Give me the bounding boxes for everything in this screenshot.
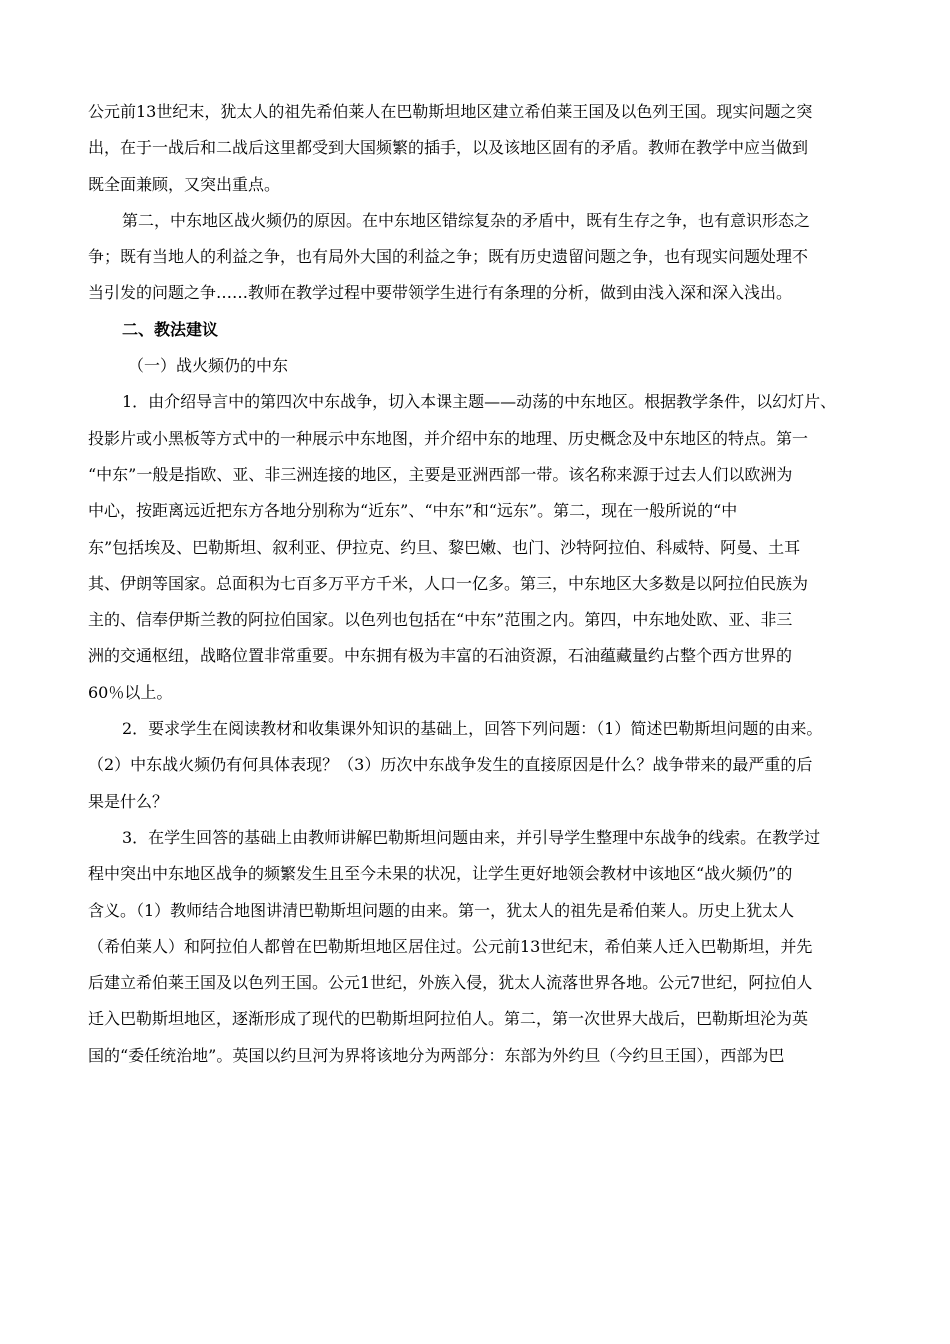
text-line: 60％以上。	[88, 682, 173, 702]
text-line: 迁入巴勒斯坦地区，逐渐形成了现代的巴勒斯坦阿拉伯人。第二，第一次世界大战后，巴勒斯坦沦为英	[88, 1009, 809, 1029]
text-line: “中东”一般是指欧、亚、非三洲连接的地区，主要是亚洲西部一带。该名称来源于过去人们以欧洲为	[88, 464, 793, 484]
text-line: 当引发的问题之争……教师在教学过程中要带领学生进行有条理的分析，做到由浅入深和深入浅出。	[88, 283, 793, 303]
document-page	[88, 94, 862, 1074]
text-line: （希伯莱人）和阿拉伯人都曾在巴勒斯坦地区居住过。公元前13世纪末，希伯莱人迁入巴勒斯坦，并先	[88, 936, 813, 956]
paragraph-start-line: 3．在学生回答的基础上由教师讲解巴勒斯坦问题由来，并引导学生整理中东战争的线索。在教学过	[122, 827, 821, 847]
text-line: 争；既有当地人的利益之争，也有局外大国的利益之争；既有历史遗留问题之争，也有现实问题处理不	[88, 247, 809, 267]
text-line: 既全面兼顾，又突出重点。	[88, 174, 281, 194]
text-line: 中心，按距离远近把东方各地分别称为“近东”、“中东”和“远东”。第二，现在一般所说的“中	[88, 501, 738, 521]
subsection-heading: （一）战火频仍的中东	[128, 356, 289, 376]
paragraph-start-line: 1．由介绍导言中的第四次中东战争，切入本课主题——动荡的中东地区。根据教学条件，以幻灯片、	[122, 392, 837, 412]
text-line: 含义。（1）教师结合地图讲清巴勒斯坦问题的由来。第一，犹太人的祖先是希伯莱人。历史上犹太人	[88, 900, 795, 920]
text-line: 东”包括埃及、巴勒斯坦、叙利亚、伊拉克、约旦、黎巴嫩、也门、沙特阿拉伯、科威特、阿曼、土耳	[88, 537, 801, 557]
text-line: 国的“委任统治地”。英国以约旦河为界将该地分为两部分：东部为外约旦（今约旦王国），西部为巴	[88, 1045, 785, 1065]
text-line: 洲的交通枢纽，战略位置非常重要。中东拥有极为丰富的石油资源，石油蕴藏量约占整个西方世界的	[88, 646, 793, 666]
text-line: 其、伊朗等国家。总面积为七百多万平方千米，人口一亿多。第三，中东地区大多数是以阿拉伯民族为	[88, 573, 809, 593]
text-line: 程中突出中东地区战争的频繁发生且至今未果的状况，让学生更好地领会教材中该地区“战火频仍”的	[88, 864, 793, 884]
text-line: 果是什么？	[88, 791, 169, 811]
text-line: 投影片或小黑板等方式中的一种展示中东地图，并介绍中东的地理、历史概念及中东地区的特点。第一	[88, 428, 809, 448]
text-line: 出，在于一战后和二战后这里都受到大国频繁的插手，以及该地区固有的矛盾。教师在教学中应当做到	[88, 138, 809, 158]
text-line: （2）中东战火频仍有何具体表现？（3）历次中东战争发生的直接原因是什么？战争带来的最严重的后	[88, 755, 813, 775]
section-heading: 二、教法建议	[122, 319, 219, 339]
text-line: 公元前13世纪末，犹太人的祖先希伯莱人在巴勒斯坦地区建立希伯莱王国及以色列王国。现实问题之突	[88, 102, 813, 121]
text-line: 后建立希伯莱王国及以色列王国。公元1世纪，外族入侵，犹太人流落世界各地。公元7世纪，阿拉伯人	[88, 973, 813, 993]
paragraph-start-line: 第二，中东地区战火频仍的原因。在中东地区错综复杂的矛盾中，既有生存之争，也有意识形态之	[122, 210, 811, 230]
text-line: 主的、信奉伊斯兰教的阿拉伯国家。以色列也包括在“中东”范围之内。第四，中东地处欧、亚、非三	[88, 610, 793, 630]
paragraph-start-line: 2．要求学生在阅读教材和收集课外知识的基础上，回答下列问题：（1）简述巴勒斯坦问题的由来。	[122, 719, 823, 739]
